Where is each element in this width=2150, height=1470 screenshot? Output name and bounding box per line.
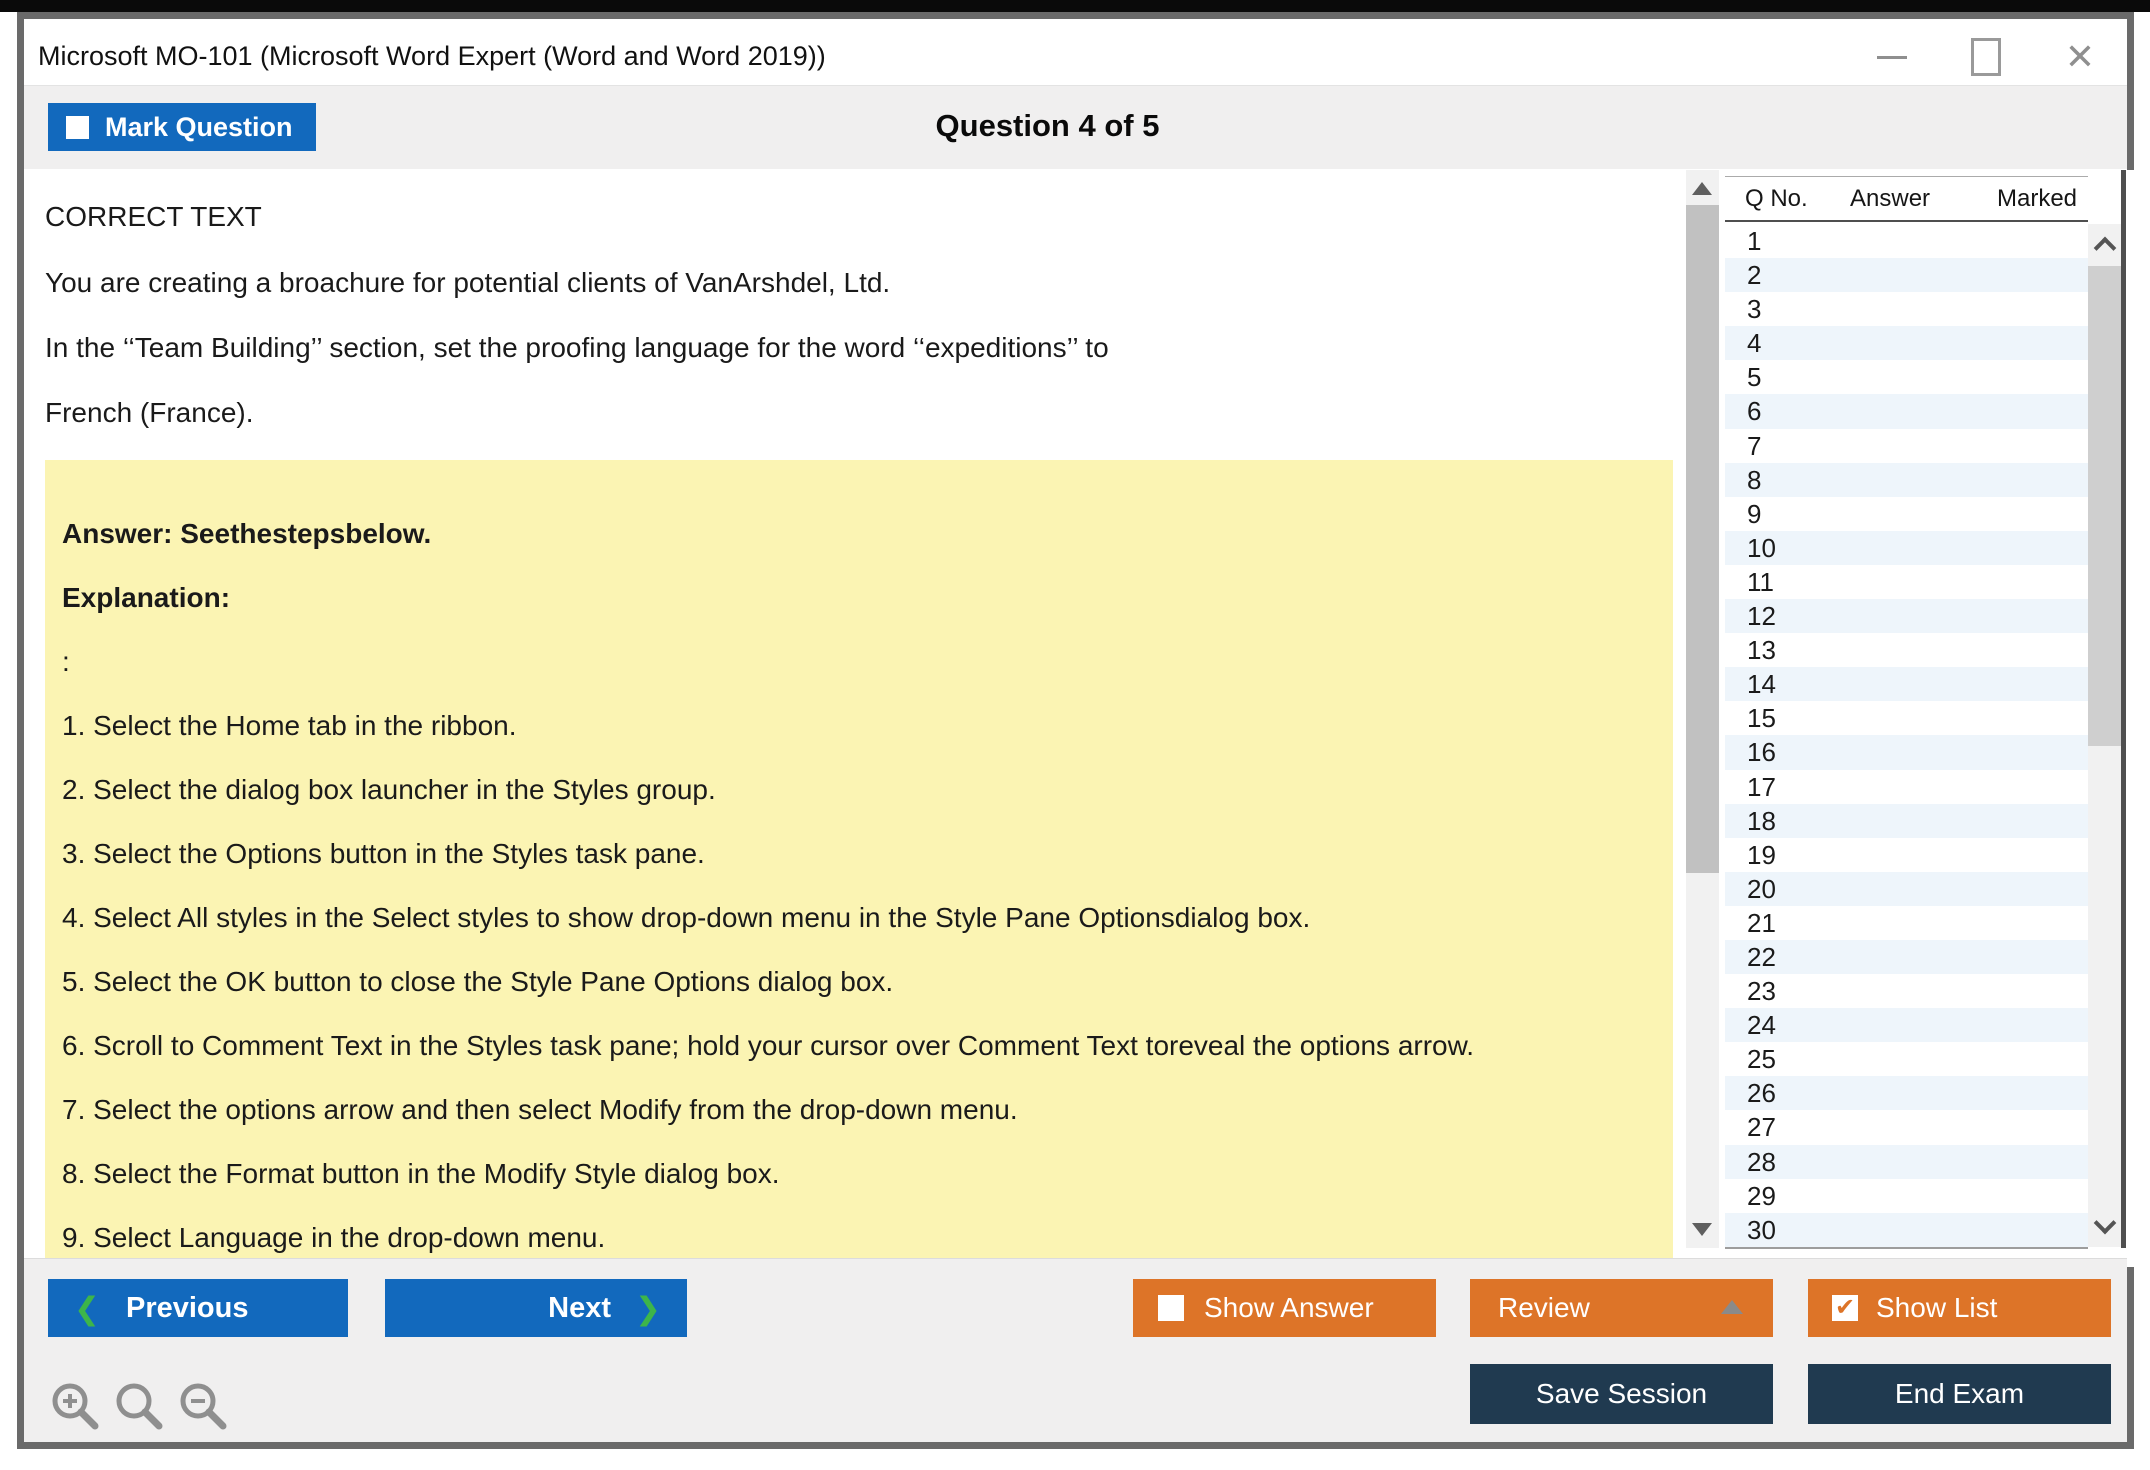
review-label: Review: [1498, 1292, 1590, 1323]
exam-header: [24, 85, 2127, 169]
scroll-down-icon[interactable]: [1692, 1223, 1712, 1236]
content-scrollbar-thumb[interactable]: [1686, 205, 1719, 873]
question-list-row[interactable]: 4: [1725, 326, 2088, 360]
minimize-icon: [1877, 56, 1907, 59]
zoom-out-icon[interactable]: [176, 1379, 230, 1433]
answer-line: 8. Select the Format button in the Modify Style dialog box.: [62, 1158, 780, 1189]
question-list-row[interactable]: 14: [1725, 667, 2088, 701]
footer-toolbar: [24, 1258, 2127, 1442]
question-counter: Question 4 of 5: [935, 108, 1160, 143]
show-answer-button[interactable]: [1133, 1279, 1436, 1337]
answer-line: 7. Select the options arrow and then select Modify from the drop-down menu.: [62, 1094, 1018, 1125]
question-list-row[interactable]: 19: [1725, 838, 2088, 872]
show-answer-label: Show Answer: [1204, 1292, 1374, 1323]
zoom-tools: [48, 1379, 230, 1433]
maximize-icon: [1971, 38, 2001, 76]
show-list-button[interactable]: [1808, 1279, 2111, 1337]
question-list-row[interactable]: 23: [1725, 974, 2088, 1008]
question-list-row[interactable]: 13: [1725, 633, 2088, 667]
question-list-row[interactable]: 26: [1725, 1076, 2088, 1110]
scroll-up-icon[interactable]: [1692, 182, 1712, 195]
show-list-label: Show List: [1876, 1292, 1998, 1323]
answer-line: 6. Scroll to Comment Text in the Styles task pane; hold your cursor over Comment Text toreveal the options arrow.: [62, 1030, 1475, 1061]
question-list-rows: [1725, 224, 2088, 1247]
answer-line: 2. Select the dialog box launcher in the Styles group.: [62, 774, 716, 805]
column-header-answer: Answer: [1850, 185, 1931, 212]
question-list-row[interactable]: 9: [1725, 497, 2088, 531]
question-list-row[interactable]: 8: [1725, 463, 2088, 497]
answer-line: 3. Select the Options button in the Styles task pane.: [62, 838, 705, 869]
question-list-row[interactable]: 3: [1725, 292, 2088, 326]
question-list-row[interactable]: 27: [1725, 1110, 2088, 1144]
end-exam-label: End Exam: [1894, 1378, 2025, 1409]
answer-line: Answer: Seethestepsbelow.: [62, 518, 432, 549]
question-list-row[interactable]: 29: [1725, 1179, 2088, 1213]
next-label: Next: [548, 1291, 612, 1324]
question-list-row[interactable]: 10: [1725, 531, 2088, 565]
question-list-row[interactable]: 24: [1725, 1008, 2088, 1042]
window-controls: [1871, 29, 2101, 85]
mark-question-label: Mark Question: [105, 111, 293, 142]
chevron-right-icon: ❯: [635, 1290, 661, 1326]
question-list-panel: [1725, 170, 2150, 1267]
app-window: [17, 12, 2134, 1449]
list-scroll-up-icon[interactable]: [2094, 237, 2117, 260]
save-session-label: Save Session: [1535, 1378, 1708, 1409]
question-text-line: French (France).: [45, 397, 254, 428]
next-button[interactable]: [385, 1279, 687, 1337]
question-text-line: You are creating a broachure for potential clients of VanArshdel, Ltd.: [45, 267, 891, 298]
minimize-button[interactable]: [1871, 29, 1913, 85]
question-list-row[interactable]: 15: [1725, 701, 2088, 735]
answer-line: Explanation:: [62, 582, 231, 613]
answer-line: :: [62, 646, 70, 677]
chevron-left-icon: ❮: [74, 1290, 100, 1326]
question-list-row[interactable]: 7: [1725, 429, 2088, 463]
question-list-row[interactable]: 17: [1725, 770, 2088, 804]
question-list-row[interactable]: 5: [1725, 360, 2088, 394]
checkmark-icon: ✔: [1834, 1294, 1856, 1321]
question-type-label: CORRECT TEXT: [45, 201, 262, 232]
question-list-row[interactable]: 30: [1725, 1213, 2088, 1247]
question-list-row[interactable]: 11: [1725, 565, 2088, 599]
question-list-row[interactable]: 20: [1725, 872, 2088, 906]
review-button[interactable]: [1470, 1279, 1773, 1337]
question-list-scrollbar-thumb[interactable]: [2088, 266, 2121, 746]
question-list-row[interactable]: 22: [1725, 940, 2088, 974]
column-header-marked: Marked: [1997, 185, 2078, 212]
save-session-button[interactable]: [1470, 1364, 1773, 1424]
question-list-scrollbar[interactable]: [2088, 224, 2121, 1247]
answer-line: 9. Select Language in the drop-down menu.: [62, 1222, 606, 1253]
question-list-header: [1725, 176, 2088, 222]
list-bottom-divider: [1725, 1247, 2088, 1249]
column-header-qno: Q No.: [1745, 185, 1808, 212]
question-list-row[interactable]: 12: [1725, 599, 2088, 633]
show-answer-checkbox-icon: [1158, 1295, 1184, 1321]
question-list-row[interactable]: 6: [1725, 394, 2088, 428]
zoom-reset-icon[interactable]: [112, 1379, 166, 1433]
question-list-row[interactable]: 25: [1725, 1042, 2088, 1076]
end-exam-button[interactable]: [1808, 1364, 2111, 1424]
window-title: Microsoft MO-101 (Microsoft Word Expert (Word and Word 2019)): [38, 41, 826, 71]
answer-explanation-box: [45, 460, 1673, 1258]
answer-line: 4. Select All styles in the Select styles to show drop-down menu in the Style Pane Optionsdialog box.: [62, 902, 1311, 933]
question-list-row[interactable]: 2: [1725, 258, 2088, 292]
triangle-up-icon: [1721, 1300, 1743, 1314]
question-text-line: In the ‘‘Team Building’’ section, set the proofing language for the word ‘‘expeditions’’ to: [45, 332, 1109, 363]
question-list-row[interactable]: 16: [1725, 735, 2088, 769]
answer-line: 1. Select the Home tab in the ribbon.: [62, 710, 517, 741]
previous-button[interactable]: [48, 1279, 348, 1337]
close-button[interactable]: [2059, 29, 2101, 85]
previous-label: Previous: [125, 1291, 249, 1324]
zoom-in-icon[interactable]: [48, 1379, 102, 1433]
list-scroll-down-icon[interactable]: [2094, 1212, 2117, 1235]
screen-top-strip: [0, 0, 2150, 12]
maximize-button[interactable]: [1965, 29, 2007, 85]
content-scrollbar[interactable]: [1686, 170, 1719, 1248]
answer-line: 5. Select the OK button to close the Style Pane Options dialog box.: [62, 966, 894, 997]
question-list-row[interactable]: 21: [1725, 906, 2088, 940]
show-list-checkbox-icon: [1832, 1295, 1858, 1321]
list-panel-border: [2121, 170, 2126, 1248]
question-list-row[interactable]: 28: [1725, 1145, 2088, 1179]
question-list-row[interactable]: 1: [1725, 224, 2088, 258]
question-list-row[interactable]: 18: [1725, 804, 2088, 838]
close-icon: ✕: [2064, 36, 2096, 77]
